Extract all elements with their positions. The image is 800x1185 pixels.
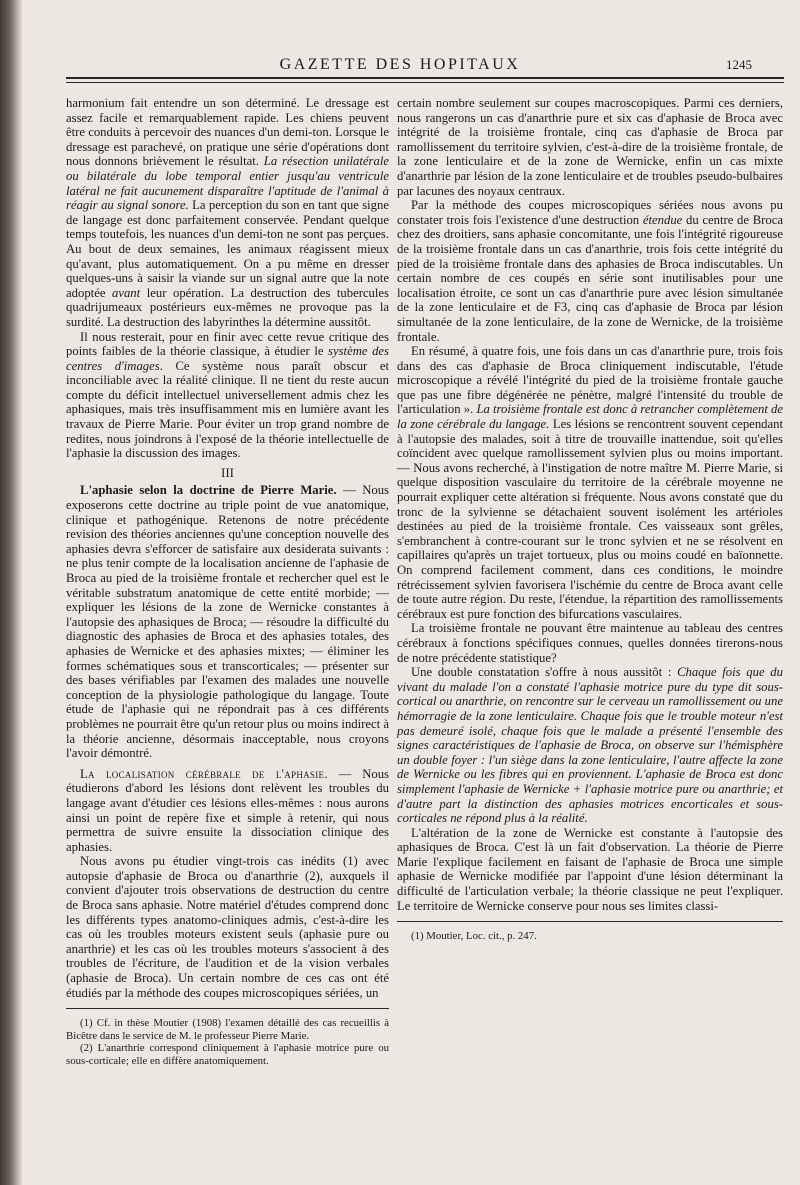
footnote-rule bbox=[397, 921, 783, 922]
footnote: (1) Moutier, Loc. cit., p. 247. bbox=[411, 930, 537, 943]
header-rule-thick bbox=[66, 77, 784, 79]
paragraph: La localisation cérébrale de l'aphasie. — Nous étudierons d'abord les lésions dont relèvent les troubles du langage avant d'étudier ces lésions elles-mêmes : nous aurons ainsi un point de repère fixe et simple à retenir, qui nous permettra de suivre ensuite la dissociation clinique des aphasies. bbox=[66, 766, 389, 854]
paragraph: La troisième frontale ne pouvant être maintenue au tableau des centres cérébraux à fonctions spécifiques connues, quelles données tirerons-nous de notre précédente statistique? bbox=[397, 621, 783, 665]
paragraph: L'altération de la zone de Wernicke est constante à l'autopsie des aphasiques de Broca. C'est là un fait d'observation. La théorie de Pierre Marie l'explique facilement en faisant de l'aphasie de Broca une simple aphasie de Wernicke modifiée par l'appoint d'une lésion déterminant la difficulté de l'articulation verbale; la théorie classique ne peut l'expliquer. Le territoire de Wernicke conserve pour nous ses limites classi- bbox=[397, 825, 783, 913]
right-column bbox=[397, 96, 783, 943]
subsection-heading: La localisation cérébrale de l'aphasie. bbox=[80, 766, 328, 781]
footnote-rule bbox=[66, 1008, 389, 1009]
header-rule-thin bbox=[66, 82, 784, 83]
section-number: III bbox=[221, 464, 234, 480]
section-heading: L'aphasie selon la doctrine de Pierre Marie. bbox=[80, 483, 337, 498]
paragraph: Une double constatation s'offre à nous aussitôt : Chaque fois que du vivant du malade l'on a constaté l'aphasie motrice pure du type dit sous-cortical ou anarthrie, on rencontre sur le cerveau un ramollissement ou une hémorragie de la zone lenticulaire. Chaque fois que le trouble moteur n'est pas demeuré isolé, chaque fois que le malade a présenté l'ensemble des signes caractéristiques de l'aphasie de Broca, on observe sur l'hémisphère un double foyer : l'un siège dans la zone lenticulaire, l'autre affecte la zone de Wernicke ou les fibres qui en proviennent. L'aphasie de Broca est donc simplement l'aphasie de Wernicke + l'aphasie motrice pure ou anarthrie; et d'autre part la distinction des aphasies motrices encorticales et sous-corticales ne répond plus à la réalité. bbox=[397, 665, 783, 826]
left-column bbox=[66, 96, 389, 1068]
paragraph: certain nombre seulement sur coupes macroscopiques. Parmi ces derniers, nous rangerons un cas d'anarthrie pure et six cas d'aphasie de Broca avec intégrité de la troisième frontale, cinq cas d'aphasie de Broca par ramollissement du territoire sylvien, c'est-à-dire de la troisième frontale, de la zone lenticulaire et de la zone de Wernicke, enfin un cas mixte d'anarthrie par lésion de la zone lenticulaire et de troubles pseudo-bulbaires par lacunes des noyaux centraux. bbox=[397, 96, 783, 198]
page-number: 1245 bbox=[726, 57, 752, 72]
paragraph: Par la méthode des coupes microscopiques sériées nous avons pu constater trois fois l'existence d'une destruction étendue du centre de Broca chez des droitiers, sans aphasie concomitante, une fois l'intégrité rigoureuse de la troisième frontale dans un cas d'anarthrie, trois fois cette intégrité du pied de la troisième frontale dans des aphasies de Broca indiscutables. Un certain nombre de ces coupés en série sont inutilisables pour une localisation étroite, ce sont un cas d'anarthrie pure avec lésion simultanée de la zone lenticulaire et de F3, cinq cas d'aphasie de Broca par lésion simultanée de la zone lenticulaire, de la zone de Wernicke, de la troisième frontale. bbox=[397, 198, 783, 344]
paragraph: En résumé, à quatre fois, une fois dans un cas d'anarthrie pure, trois fois dans des cas d'aphasie de Broca cliniquement indiscutable, l'étude microscopique a révélé l'intégrité du pied de la troisième frontale gauche que pas une fibre dégénérée ne pénètre, malgré l'intensité du trouble de l'articulation ». La troisième frontale est donc à retrancher complètement de la zone cérébrale du langage. Les lésions se rencontrent souvent cependant à l'autopsie des malades, soit à titre de trouvaille inattendue, soit qu'elles coïncident avec quelque ramollissement sylvien plus ou moins important. — Nous avons recherché, à l'instigation de notre maître M. Pierre Marie, si quelque disposition vasculaire du territoire de la cérébrale moyenne ne pourrait expliquer cette altération si fréquente. Nous avons constaté que du tronc de la sylvienne se détachaient souvent isolément les artérioles destinées au pied de la troisième frontale. Ces vaisseaux sont grêles, s'embranchent à contre-courant sur le tronc sylvien et ne se résolvent en capillaires qu'après un trajet tortueux, plus ou moins coudé en baïonnette. On comprend facilement comment, dans ces conditions, le moindre rétrécissement sylvien favorisera l'ischémie du centre de Broca avant celle de toute autre région. Du reste, l'étendue, la répartition des ramollissements cérébraux est pure fonction des bifurcations vasculaires. bbox=[397, 344, 784, 621]
book-spine-shadow bbox=[0, 0, 22, 1185]
paragraph: Nous avons pu étudier vingt-trois cas inédits (1) avec autopsie d'aphasie de Broca ou d'anarthrie (2), auxquels il convient d'ajouter trois observations de destruction du centre de Broca sans aphasie. Notre matériel d'études comprend donc les différents types anatomo-cliniques admis, c'est-à-dire les cas où les troubles moteurs existent seuls (aphasie pure ou anarthrie) et les cas où les troubles moteurs s'associent à des troubles de l'écriture, de l'audition et de la vision verbales (aphasie de Broca). Un certain nombre de ces cas ont été étudiés par la méthode des coupes microscopiques sériées, un bbox=[66, 854, 389, 1000]
paragraph: Il nous resterait, pour en finir avec cette revue critique des points faibles de la théorie classique, à étudier le système des centres d'images. Ce système nous paraît obscur et inconciliable avec la réalité clinique. Il ne tient du reste aucun compte du déficit intellectuel universellement admis chez les aphasiques, mais très insuffisamment mis en lumière avant les travaux de Pierre Marie. Pour éviter un trop grand nombre de redites, nous joindrons à l'exposé de la théorie intellectuelle de l'aphasie la discussion des images. bbox=[66, 329, 389, 461]
paragraph: harmonium fait entendre un son déterminé. Le dressage est assez facile et remarquablement rapide. Les chiens peuvent être conduits à percevoir des nuances d'un demi-ton. Lorsque le dressage est parachevé, on pratique une série d'opérations dont nous donnons brièvement le résultat. La résection unilatérale ou bilatérale du lobe temporal entier jusqu'au ventricule latéral ne fait aucunement disparaître l'aptitude de l'animal à réagir au signal sonore. La perception du son en tant que signe de langage est donc parfaitement conservée. Pendant quelque temps toutefois, les nuances d'un demi-ton ne sont pas perçues. Au bout de deux semaines, les animaux réagissent mieux qu'avant, plus automatiquement. On a pu même en dresser quelques-uns à saisir la viande sur un signal autre que la note adoptée avant leur opération. La destruction des tubercules quadrijumeaux postérieurs eux-mêmes ne provoque pas la surdité. La destruction des labyrinthes la détermine aussitôt. bbox=[66, 96, 389, 329]
paragraph: L'aphasie selon la doctrine de Pierre Marie. — Nous exposerons cette doctrine au triple point de vue anatomique, clinique et pathogénique. Retenons de notre précédente revision des théories anciennes qu'une conception nouvelle des aphasies devra s'efforcer de satisfaire aux desiderata suivants : ne plus tenir compte de la localisation ancienne de l'aphasie de Broca au pied de la troisième frontale et rechercher quel est le véritable substratum anatomique de cette entité morbide; — expliquer les lésions de la zone de Wernicke constantes à l'autopsie des aphasiques de Broca; — résoudre la difficulté du diagnostic des aphasies de Broca et des aphasies totales, des aphasies de Wernicke et des aphasies mixtes; — éliminer les formes schématiques sous et transcorticales; — présenter sur des bases vérifiables par l'examen des malades une nouvelle conception de la physiologie pathologique du langage. Toute étude de l'aphasie qui ne répondrait pas à ces différents problèmes ne pourrait être qu'un retour plus ou moins indirect à la théorie ancienne, désormais inacceptable, nous croyons l'avoir démontré. bbox=[66, 483, 389, 761]
footnote: (1) Cf. in thèse Moutier (1908) l'examen détaillé des cas recueillis à Bicêtre dans le service de M. le professeur Pierre Marie. bbox=[66, 1017, 389, 1042]
page-header-title: GAZETTE DES HOPITAUX bbox=[279, 56, 521, 73]
footnote: (2) L'anarthrie correspond cliniquement à l'aphasie motrice pure ou sous-corticale; elle en diffère anatomiquement. bbox=[66, 1042, 389, 1067]
